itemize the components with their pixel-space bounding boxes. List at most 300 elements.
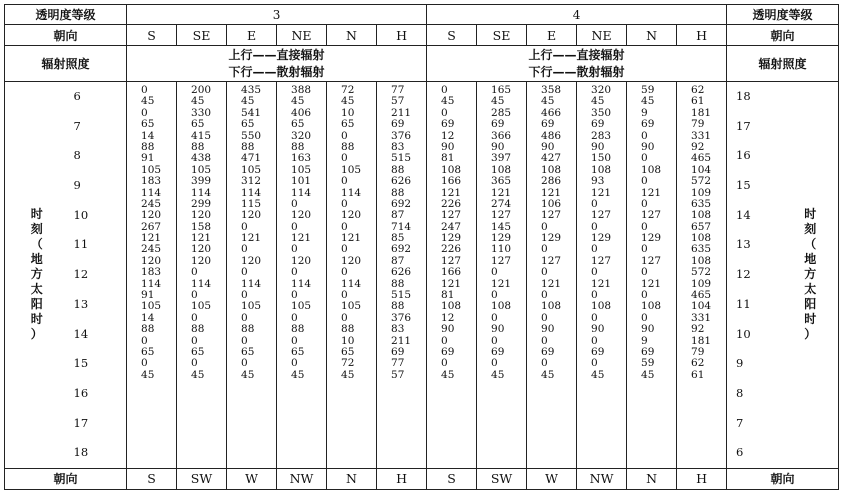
value-cell: 105 [241,163,262,176]
value-cell: 0 [291,357,298,370]
value-cell: 0 [291,289,298,302]
value-cell: 92 [691,323,705,336]
value-cell: 120 [141,209,162,222]
legend-right [427,46,727,82]
value-cell: 88 [141,323,155,336]
value-cell: 299 [191,197,212,210]
value-cell: 331 [691,311,712,324]
value-cell: 88 [291,140,305,153]
value-cell: 45 [241,95,255,108]
value-cell: 0 [541,243,548,256]
value-cell: 69 [491,118,505,131]
value-cell: 0 [541,289,548,302]
hour-label: 16 [736,148,751,163]
orientation-ne-cell: NE [577,25,627,46]
value-cell: 114 [141,186,162,199]
value-cell: 61 [691,95,705,108]
value-cell: 163 [291,152,312,165]
value-cell: 0 [441,334,448,347]
value-cell: 572 [691,266,712,279]
hour-label: 14 [736,207,751,222]
value-cell: 65 [191,118,205,131]
value-cell: 0 [191,266,198,279]
value-cell: 79 [691,345,705,358]
value-cell: 0 [291,243,298,256]
value-cell: 129 [541,232,562,245]
value-cell: 108 [641,163,662,176]
value-cell: 312 [241,175,262,188]
value-cell: 0 [641,289,648,302]
value-cell: 127 [491,254,512,267]
value-cell: 0 [341,129,348,142]
value-cell: 77 [391,84,405,96]
transparency-level-4: 4 [427,5,727,25]
orientation-h-cell: H [677,25,727,46]
orientation-sw-cell: SW [177,468,227,489]
value-cell: 105 [191,300,212,313]
value-cell: 105 [191,163,212,176]
value-cell: 90 [541,323,555,336]
value-cell: 0 [291,334,298,347]
orientation-s-cell: S [427,468,477,489]
value-cell: 0 [341,266,348,279]
irradiance-row [5,46,839,82]
orientation-w-cell: W [527,468,577,489]
value-cell: 358 [541,84,562,96]
hour-label: 13 [73,296,89,311]
value-cell: 88 [391,300,405,313]
value-cell: 81 [441,152,455,165]
value-cell: 145 [491,220,512,233]
value-cell: 114 [341,186,362,199]
value-cell: 635 [691,197,712,210]
value-cell: 88 [191,323,205,336]
value-cell: 150 [591,152,612,165]
value-cell: 466 [541,106,562,119]
value-cell: 285 [491,106,512,119]
value-cell: 65 [191,345,205,358]
value-cell: 376 [391,129,412,142]
value-cell: 0 [491,266,498,279]
orientation-se-cell: SE [477,25,527,46]
transparency-label-right: 透明度等级 [727,5,839,25]
value-cell: 376 [391,311,412,324]
value-cell: 88 [191,140,205,153]
value-cell: 129 [591,232,612,245]
data-column [527,82,577,469]
value-cell: 45 [641,95,655,108]
value-cell: 438 [191,152,212,165]
hour-label: 17 [73,415,89,430]
value-cell: 331 [691,129,712,142]
value-cell: 45 [591,368,605,381]
value-cell: 0 [241,220,248,233]
value-cell: 121 [341,232,362,245]
value-cell: 515 [391,289,412,302]
value-cell: 77 [391,357,405,370]
value-cell: 0 [341,243,348,256]
irradiance-label: 辐射照度 [5,46,127,82]
value-cell: 350 [591,106,612,119]
table-wrapper [4,4,839,490]
value-cell: 121 [591,277,612,290]
value-cell: 88 [241,323,255,336]
legend-upper-line: 上行——直接辐射 [528,47,625,62]
value-cell: 0 [641,197,648,210]
value-cell: 0 [591,266,598,279]
value-cell: 0 [341,197,348,210]
value-cell: 109 [691,186,712,199]
orientation-nw-cell: NW [277,468,327,489]
value-cell: 69 [441,345,455,358]
value-cell: 45 [541,95,555,108]
value-cell: 120 [191,209,212,222]
value-cell: 0 [241,266,248,279]
value-cell: 397 [491,152,512,165]
data-column [677,82,727,469]
hour-label: 17 [736,118,751,133]
value-cell: 45 [241,368,255,381]
value-cell: 59 [641,357,655,370]
value-cell: 0 [641,311,648,324]
value-cell: 0 [141,84,148,96]
value-cell: 0 [541,334,548,347]
value-cell: 109 [691,277,712,290]
value-cell: 57 [391,368,405,381]
value-cell: 121 [141,232,162,245]
value-cell: 65 [241,118,255,131]
value-cell: 657 [691,220,712,233]
value-cell: 104 [691,300,712,313]
value-cell: 106 [541,197,562,210]
time-axis-label-right [783,82,839,469]
data-column [377,82,427,469]
value-cell: 14 [141,129,155,142]
hour-label: 11 [736,296,751,311]
value-cell: 0 [541,220,548,233]
value-cell: 127 [641,254,662,267]
value-cell: 72 [341,84,355,96]
hour-label: 18 [73,445,89,460]
value-cell: 0 [441,357,448,370]
orientation-ne-cell: NE [277,25,327,46]
value-cell: 121 [541,277,562,290]
value-cell: 105 [241,300,262,313]
value-cell: 114 [291,277,312,290]
value-cell: 121 [191,232,212,245]
hour-label: 12 [736,267,751,282]
value-cell: 69 [391,345,405,358]
value-cell: 0 [241,357,248,370]
value-cell: 101 [291,175,312,188]
value-cell: 120 [241,254,262,267]
value-cell: 114 [341,277,362,290]
orientation-e-cell: E [527,25,577,46]
time-label-char: 时 [804,207,817,222]
value-cell: 121 [241,232,262,245]
data-column [577,82,627,469]
value-cell: 45 [291,368,305,381]
value-cell: 108 [441,300,462,313]
time-axis-label-left: 时 刻 （ 地 方 太 阳 时 ） [5,82,69,469]
value-cell: 65 [141,118,155,131]
value-cell: 127 [441,254,462,267]
hour-label: 8 [736,385,744,400]
value-cell: 9 [641,334,648,347]
value-cell: 121 [291,232,312,245]
value-cell: 83 [391,140,405,153]
value-cell: 14 [141,311,155,324]
value-cell: 90 [641,323,655,336]
hour-label: 18 [736,89,751,103]
value-cell: 0 [491,311,498,324]
value-cell: 245 [141,243,162,256]
legend-left [127,46,427,82]
value-cell: 0 [191,311,198,324]
value-cell: 120 [341,254,362,267]
orientation-row-top [5,25,839,46]
value-cell: 90 [591,323,605,336]
orientation-e-cell: E [227,25,277,46]
hour-label: 16 [73,385,89,400]
value-cell: 0 [141,106,148,119]
value-cell: 91 [141,289,155,302]
value-cell: 0 [541,311,548,324]
value-cell: 0 [191,334,198,347]
value-cell: 465 [691,289,712,302]
value-cell: 45 [441,95,455,108]
value-cell: 415 [191,129,212,142]
value-cell: 247 [441,220,462,233]
orientation-row-bottom [5,468,839,489]
value-cell: 88 [241,140,255,153]
time-label-char: ） [804,327,817,342]
value-cell: 69 [641,118,655,131]
value-cell: 465 [691,152,712,165]
transparency-level-3: 3 [127,5,427,25]
orientation-n-cell: N [627,468,677,489]
value-cell: 45 [341,368,355,381]
value-cell: 127 [441,209,462,222]
orientation-n-cell: N [327,25,377,46]
value-cell: 129 [641,232,662,245]
value-cell: 121 [441,277,462,290]
value-cell: 166 [441,266,462,279]
value-cell: 45 [191,368,205,381]
value-cell: 12 [441,129,455,142]
value-cell: 0 [541,266,548,279]
value-cell: 127 [541,209,562,222]
value-cell: 108 [541,163,562,176]
value-cell: 69 [541,118,555,131]
orientation-se-cell: SE [177,25,227,46]
orientation-label-bottom-right: 朝向 [727,468,839,489]
value-cell: 79 [691,118,705,131]
value-cell: 0 [291,197,298,210]
value-cell: 0 [591,197,598,210]
legend-lower-line: 下行——散射辐射 [228,64,325,79]
value-cell: 120 [191,243,212,256]
value-cell: 62 [691,357,705,370]
value-cell: 0 [191,357,198,370]
value-cell: 65 [241,345,255,358]
value-cell: 72 [341,357,355,370]
value-cell: 120 [341,209,362,222]
time-label-char: 时 [804,312,817,327]
value-cell: 83 [391,323,405,336]
value-cell: 65 [341,345,355,358]
hours-column-left [69,82,127,469]
value-cell: 45 [591,95,605,108]
value-cell: 45 [641,368,655,381]
orientation-nw-cell: NW [577,468,627,489]
value-cell: 226 [441,197,462,210]
value-cell: 0 [341,311,348,324]
data-column [477,82,527,469]
time-label-char: 刻 [804,222,817,237]
value-cell: 87 [391,209,405,222]
value-cell: 45 [441,368,455,381]
value-cell: 320 [591,84,612,96]
value-cell: 69 [391,118,405,131]
value-cell: 45 [541,368,555,381]
value-cell: 45 [491,95,505,108]
value-cell: 0 [141,357,148,370]
value-cell: 65 [141,345,155,358]
hour-label: 8 [73,148,81,163]
data-column [177,82,227,469]
value-cell: 105 [291,163,312,176]
value-cell: 114 [191,186,212,199]
hour-label: 14 [73,326,89,341]
orientation-s-cell: S [427,25,477,46]
orientation-h-cell: H [377,25,427,46]
value-cell: 365 [491,175,512,188]
value-cell: 65 [291,345,305,358]
value-cell: 108 [491,163,512,176]
value-cell: 0 [241,243,248,256]
value-cell: 114 [241,277,262,290]
hourly-data-row [5,82,839,469]
value-cell: 183 [141,175,162,188]
value-cell: 88 [341,140,355,153]
transparency-label: 透明度等级 [5,5,127,25]
value-cell: 62 [691,84,705,96]
value-cell: 45 [491,368,505,381]
value-cell: 65 [341,118,355,131]
value-cell: 211 [391,334,412,347]
value-cell: 105 [141,163,162,176]
value-cell: 127 [491,209,512,222]
value-cell: 92 [691,140,705,153]
orientation-h-cell: H [377,468,427,489]
data-column [227,82,277,469]
hour-label: 7 [73,118,81,133]
value-cell: 105 [341,163,362,176]
value-cell: 181 [691,106,712,119]
value-cell: 0 [141,334,148,347]
value-cell: 127 [641,209,662,222]
value-cell: 90 [541,140,555,153]
value-cell: 0 [491,357,498,370]
data-column [327,82,377,469]
value-cell: 0 [341,289,348,302]
value-cell: 120 [291,209,312,222]
value-cell: 105 [291,300,312,313]
value-cell: 110 [491,243,512,256]
orientation-n-cell: N [627,25,677,46]
value-cell: 105 [141,300,162,313]
value-cell: 0 [591,289,598,302]
value-cell: 45 [191,95,205,108]
transparency-row [5,5,839,25]
value-cell: 88 [341,323,355,336]
value-cell: 88 [391,163,405,176]
value-cell: 0 [641,175,648,188]
value-cell: 88 [391,277,405,290]
value-cell: 121 [541,186,562,199]
value-cell: 90 [441,323,455,336]
value-cell: 90 [641,140,655,153]
value-cell: 274 [491,197,512,210]
orientation-label-bottom: 朝向 [5,468,127,489]
value-cell: 245 [141,197,162,210]
value-cell: 121 [441,186,462,199]
value-cell: 88 [141,140,155,153]
value-cell: 88 [391,186,405,199]
value-cell: 45 [341,95,355,108]
hour-label: 6 [736,445,744,460]
value-cell: 550 [241,129,262,142]
value-cell: 541 [241,106,262,119]
value-cell: 0 [491,289,498,302]
value-cell: 0 [291,220,298,233]
value-cell: 69 [541,345,555,358]
value-cell: 121 [491,277,512,290]
value-cell: 120 [191,254,212,267]
value-cell: 211 [391,106,412,119]
orientation-n-cell: N [327,468,377,489]
value-cell: 0 [241,311,248,324]
value-cell: 108 [441,163,462,176]
value-cell: 0 [591,311,598,324]
time-label-char: 地 [804,252,817,267]
value-cell: 88 [291,323,305,336]
orientation-label-right: 朝向 [727,25,839,46]
time-label-char: 太 [804,282,817,297]
value-cell: 114 [241,186,262,199]
value-cell: 714 [391,220,412,233]
value-cell: 114 [191,277,212,290]
value-cell: 108 [641,300,662,313]
value-cell: 121 [491,186,512,199]
legend-lower-line: 下行——散射辐射 [528,64,625,79]
hour-label: 15 [736,178,751,193]
value-cell: 61 [691,368,705,381]
time-label-char: （ [804,237,817,252]
data-column [127,82,177,469]
value-cell: 399 [191,175,212,188]
irradiance-label-right: 辐射照度 [727,46,839,82]
value-cell: 69 [441,118,455,131]
value-cell: 158 [191,220,212,233]
value-cell: 10 [341,334,355,347]
value-cell: 692 [391,243,412,256]
value-cell: 108 [691,232,712,245]
value-cell: 572 [691,175,712,188]
value-cell: 81 [441,289,455,302]
value-cell: 0 [641,152,648,165]
